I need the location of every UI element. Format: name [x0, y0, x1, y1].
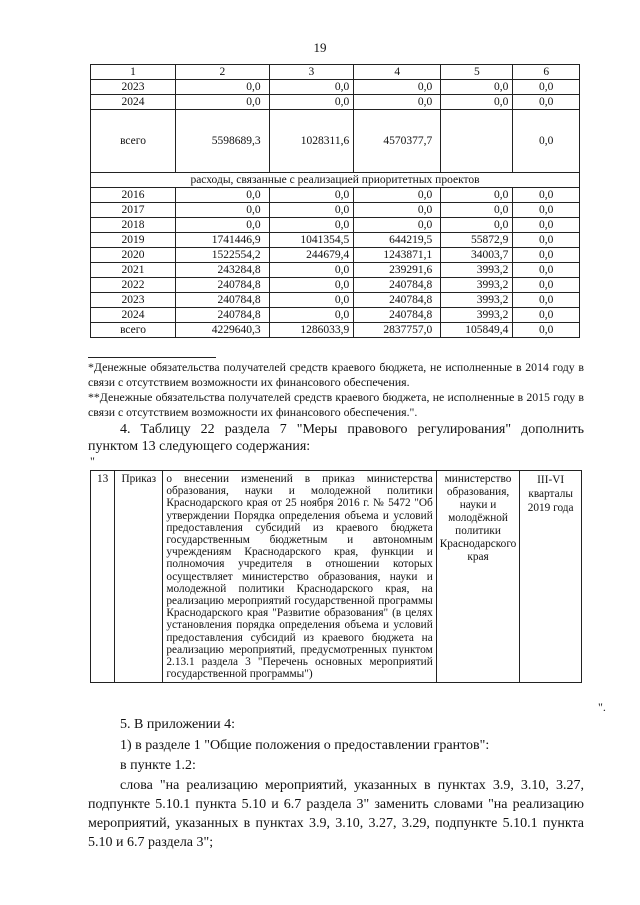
table-cell: 2020 — [91, 248, 176, 263]
table-cell: 0,0 — [176, 203, 270, 218]
table-cell: 0,0 — [513, 233, 580, 248]
table-section-row — [91, 173, 580, 188]
paragraph-5-2: в пункте 1.2: — [120, 758, 196, 773]
table-row — [91, 218, 580, 233]
table-cell: 0,0 — [269, 218, 354, 233]
table-cell: 0,0 — [269, 80, 354, 95]
table-cell: 0,0 — [513, 323, 580, 338]
table-cell: 0,0 — [441, 218, 513, 233]
table-row — [91, 278, 580, 293]
table-cell: 2024 — [91, 308, 176, 323]
table-cell: 240784,8 — [354, 278, 441, 293]
regulation-text: о внесении изменений в приказ министерства образования, науки и молодежной политики Краснодарского края от 25 ноября 2016 г. № 5472 "Об утверждении Порядка определения объема и условий предоставления субсидий из краевого бюджета государственным бюджетным и автономным учреждениям Краснодарского края, функции и полномочия учредителя в отношении которых осуществляет министерство образования, науки и молодежной политики Краснодарского края, на реализацию мероприятий государственной программы Краснодарского края "Развитие образования" (в целях установления порядка определения объема и условий предоставления субсидий из краевого бюджета на реализацию мероприятий, предусмотренных пунктом 2.13.1 раздела 3 "Перечень основных мероприятий государственной программы") — [163, 471, 436, 683]
table-cell: 1522554,2 — [176, 248, 270, 263]
table-cell: 244679,4 — [269, 248, 354, 263]
regulation-number: 13 — [91, 471, 115, 683]
paragraph-4: 4. Таблицу 22 раздела 7 "Меры правового регулирования" дополнить пунктом 13 следующего содержания: — [88, 422, 584, 454]
table-cell: 0,0 — [513, 248, 580, 263]
table-cell: 4 — [354, 65, 441, 80]
table-cell: 2023 — [91, 80, 176, 95]
table-total-row — [91, 110, 580, 173]
paragraph-5: 5. В приложении 4: — [120, 717, 236, 732]
footnote-2: **Денежные обязательства получателей средств краевого бюджета, не исполненные в 2015 году в связи с отсутствием возможности их финансового обеспечения.". — [88, 390, 584, 419]
footnote-1: *Денежные обязательства получателей средств краевого бюджета, не исполненные в 2014 году в связи с отсутствием возможности их финансового обеспечения. — [88, 360, 584, 389]
table-cell: 0,0 — [441, 203, 513, 218]
table-cell: 0,0 — [513, 203, 580, 218]
table-cell: 0,0 — [354, 80, 441, 95]
table-cell: 0,0 — [513, 188, 580, 203]
table-row — [91, 293, 580, 308]
table-cell: 0,0 — [354, 95, 441, 110]
table-cell: 2018 — [91, 218, 176, 233]
table-cell: 0,0 — [269, 293, 354, 308]
regulation-executor: министерство образования, науки и молодёжной политики Краснодарского края — [436, 471, 520, 683]
table-row — [91, 323, 580, 338]
table-cell: 2016 — [91, 188, 176, 203]
regulation-table — [90, 470, 582, 683]
table-cell: 0,0 — [513, 278, 580, 293]
table-cell: 0,0 — [176, 188, 270, 203]
table-cell: 239291,6 — [354, 263, 441, 278]
table-cell: 3993,2 — [441, 293, 513, 308]
table-cell: 4570377,7 — [354, 110, 441, 173]
table-cell: 0,0 — [269, 278, 354, 293]
table-cell: 0,0 — [513, 263, 580, 278]
closing-quote: ". — [598, 700, 606, 714]
table-cell: 0,0 — [269, 263, 354, 278]
table-cell: 0,0 — [269, 188, 354, 203]
table-row — [91, 233, 580, 248]
table-cell: 0,0 — [269, 95, 354, 110]
table-cell: 0,0 — [354, 218, 441, 233]
paragraph-5-1: 1) в разделе 1 "Общие положения о предоставлении грантов": — [120, 738, 490, 753]
table-cell: 0,0 — [176, 80, 270, 95]
table-row — [91, 80, 580, 95]
table-cell: всего — [91, 110, 176, 173]
table-row — [91, 203, 580, 218]
table-row — [91, 188, 580, 203]
table-cell — [441, 110, 513, 173]
table-cell: 0,0 — [441, 80, 513, 95]
table-cell: 0,0 — [269, 308, 354, 323]
table-cell: 0,0 — [269, 203, 354, 218]
table-cell: 5 — [441, 65, 513, 80]
table-cell: 644219,5 — [354, 233, 441, 248]
paragraph-5-3: слова "на реализацию мероприятий, указанных в пунктах 3.9, 3.10, 3.27, подпункте 5.10.1 пункта 5.10 и 6.7 раздела 3" заменить словами "на реализацию мероприятий, указанных в пунктах 3.9, 3.10, 3.27, 3.29, подпункте 5.10.1 пункта 5.10 и 6.7 раздела 3"; — [88, 778, 584, 850]
table-cell: 55872,9 — [441, 233, 513, 248]
table-cell: 1286033,9 — [269, 323, 354, 338]
table-cell: 0,0 — [513, 80, 580, 95]
budget-table — [90, 64, 580, 338]
section-title: расходы, связанные с реализацией приоритетных проектов — [91, 173, 580, 188]
table-cell: 0,0 — [513, 218, 580, 233]
table-cell: 240784,8 — [176, 308, 270, 323]
table-cell: 0,0 — [176, 218, 270, 233]
table-cell: 2024 — [91, 95, 176, 110]
table-cell: 2019 — [91, 233, 176, 248]
table-cell: 0,0 — [354, 203, 441, 218]
footnote-divider — [88, 357, 216, 358]
table-cell: 0,0 — [513, 95, 580, 110]
table-cell: 1041354,5 — [269, 233, 354, 248]
table-cell: 1 — [91, 65, 176, 80]
table-cell: 4229640,3 — [176, 323, 270, 338]
table-row — [91, 308, 580, 323]
table-cell: 0,0 — [441, 188, 513, 203]
table-cell: 0,0 — [441, 95, 513, 110]
table-cell: 3993,2 — [441, 308, 513, 323]
opening-quote: " — [90, 454, 95, 468]
table-cell: 105849,4 — [441, 323, 513, 338]
regulation-term: III-VI кварталы 2019 года — [520, 471, 582, 683]
table-cell: 0,0 — [513, 308, 580, 323]
table-header-row — [91, 65, 580, 80]
table-cell: 1243871,1 — [354, 248, 441, 263]
table-cell: 0,0 — [513, 110, 580, 173]
table-cell: 3 — [269, 65, 354, 80]
table-row — [91, 248, 580, 263]
table-cell: 34003,7 — [441, 248, 513, 263]
table-cell: всего — [91, 323, 176, 338]
table-cell: 243284,8 — [176, 263, 270, 278]
table-cell: 2 — [176, 65, 270, 80]
table-cell: 0,0 — [354, 188, 441, 203]
table-cell: 240784,8 — [176, 278, 270, 293]
table-cell: 0,0 — [513, 293, 580, 308]
table-cell: 2017 — [91, 203, 176, 218]
page-number: 19 — [313, 40, 327, 55]
table-cell: 2837757,0 — [354, 323, 441, 338]
table-cell: 3993,2 — [441, 263, 513, 278]
table-row — [91, 263, 580, 278]
table-cell: 3993,2 — [441, 278, 513, 293]
table-cell: 240784,8 — [176, 293, 270, 308]
table-cell: 6 — [513, 65, 580, 80]
table-cell: 1028311,6 — [269, 110, 354, 173]
table-cell: 2023 — [91, 293, 176, 308]
table-cell: 5598689,3 — [176, 110, 270, 173]
regulation-row — [91, 471, 582, 683]
regulation-kind: Приказ — [115, 471, 163, 683]
table-cell: 2021 — [91, 263, 176, 278]
table-cell: 1741446,9 — [176, 233, 270, 248]
table-cell: 240784,8 — [354, 293, 441, 308]
table-row — [91, 95, 580, 110]
table-cell: 0,0 — [176, 95, 270, 110]
table-cell: 2022 — [91, 278, 176, 293]
table-cell: 240784,8 — [354, 308, 441, 323]
